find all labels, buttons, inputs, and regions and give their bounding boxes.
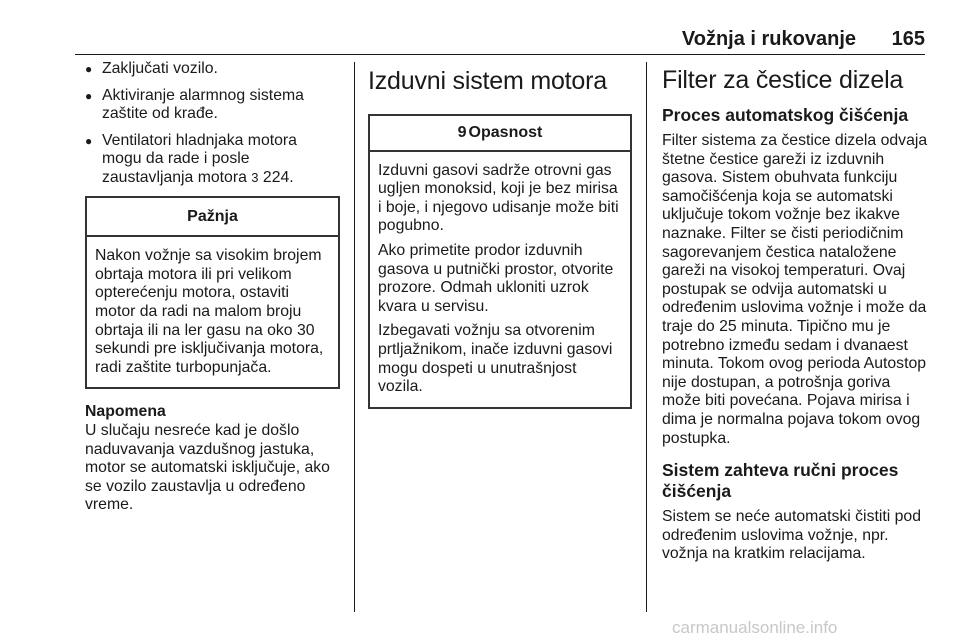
body-paragraph: Sistem se neće automatski čistiti pod određenim uslovima vožnje, npr. vožnja na kratkim relacijama. (662, 508, 922, 563)
column-middle (368, 60, 632, 409)
danger-paragraph: Ako primetite prodor izduvnih gasova u putnički prostor, otvorite prozore. Odmah ukloniti uzrok kvara u servisu. (378, 241, 614, 315)
subsection-heading: Sistem zahteva ručni proces čišćenja (662, 460, 899, 502)
bullet-item: ● Zaključati vozilo. (85, 60, 340, 79)
note-title: Napomena (85, 403, 166, 421)
section-heading: Filter za čestice dizela (662, 66, 904, 94)
danger-body (370, 152, 630, 407)
danger-paragraph: Izduvni gasovi sadrže otrovni gas ugljen monoksid, koji je bez mirisa i boje, i njegovo udisanje može biti pogubno. (378, 161, 619, 235)
watermark: carmanualsonline.info (672, 618, 838, 637)
note (85, 403, 340, 515)
notice-body: Nakon vožnje sa visokim brojem obrtaja motora ili pri velikom opterećenju motora, ostaviti motor da radi na malom broju obrtaja ili na ler gasu na oko 30 sekundi pre isključivanja motora, radi zaštite turbopunjača. (95, 247, 324, 376)
danger-title: Opasnost (468, 124, 543, 141)
danger-box (368, 114, 632, 409)
notice-title: Pažnja (87, 198, 338, 238)
bullet-item: ● Aktiviranje alarmnog sistema zaštite od krađe. (85, 87, 340, 124)
column-left (85, 60, 340, 515)
running-header: Vožnja i rukovanje (681, 28, 856, 50)
bullet-item: ● Ventilatori hladnjaka motora mogu da rade i posle zaustavljanja motora 3 224. (85, 132, 340, 188)
notice-box (85, 196, 340, 390)
header-rule (75, 54, 925, 55)
subsection-heading: Proces automatskog čišćenja (662, 105, 909, 125)
section-heading: Izduvni sistem motora (368, 67, 607, 95)
bullet-list (85, 60, 340, 188)
page-ref-link[interactable]: 224. (262, 168, 294, 186)
warning-triangle-icon: 9 (457, 124, 467, 141)
page-ref-arrow-icon: 3 (251, 169, 259, 185)
danger-header (370, 116, 630, 152)
column-divider (354, 62, 355, 612)
body-paragraph: Filter sistema za čestice dizela odvaja štetne čestice gareži iz izduvnih gasova. Sistem obuhvata funkciju samočišćenja koja se automatski uključuje tokom vožnje bez ikakve naznake. Filter se čisti periodičnim sagorevanjem čestica nataložene gareži na visokoj temperaturi. Ovaj postupak se odvija automatski u određenim uslovima vožnje i može da traje do 25 minuta. Tipično mu je potrebno između sedam i dvanaest minuta. Tokom ovog perioda Autostop nije dostupan, a potrošnja goriva može biti povećana. Pojava mirisa i dima je normalna pojava tokom ovog postupka. (662, 132, 928, 447)
page-number: 165 (891, 28, 925, 50)
column-right (662, 60, 930, 576)
danger-paragraph: Izbegavati vožnju sa otvorenim prtljažnikom, inače izduvni gasovi mogu dospeti u unutrašnjost vozila. (378, 322, 613, 396)
column-divider (646, 62, 647, 612)
note-body: U slučaju nesreće kad je došlo naduvavanja vazdušnog jastuka, motor se automatski isključuje, ako se vozilo zaustavlja u određeno vreme. (85, 421, 330, 514)
